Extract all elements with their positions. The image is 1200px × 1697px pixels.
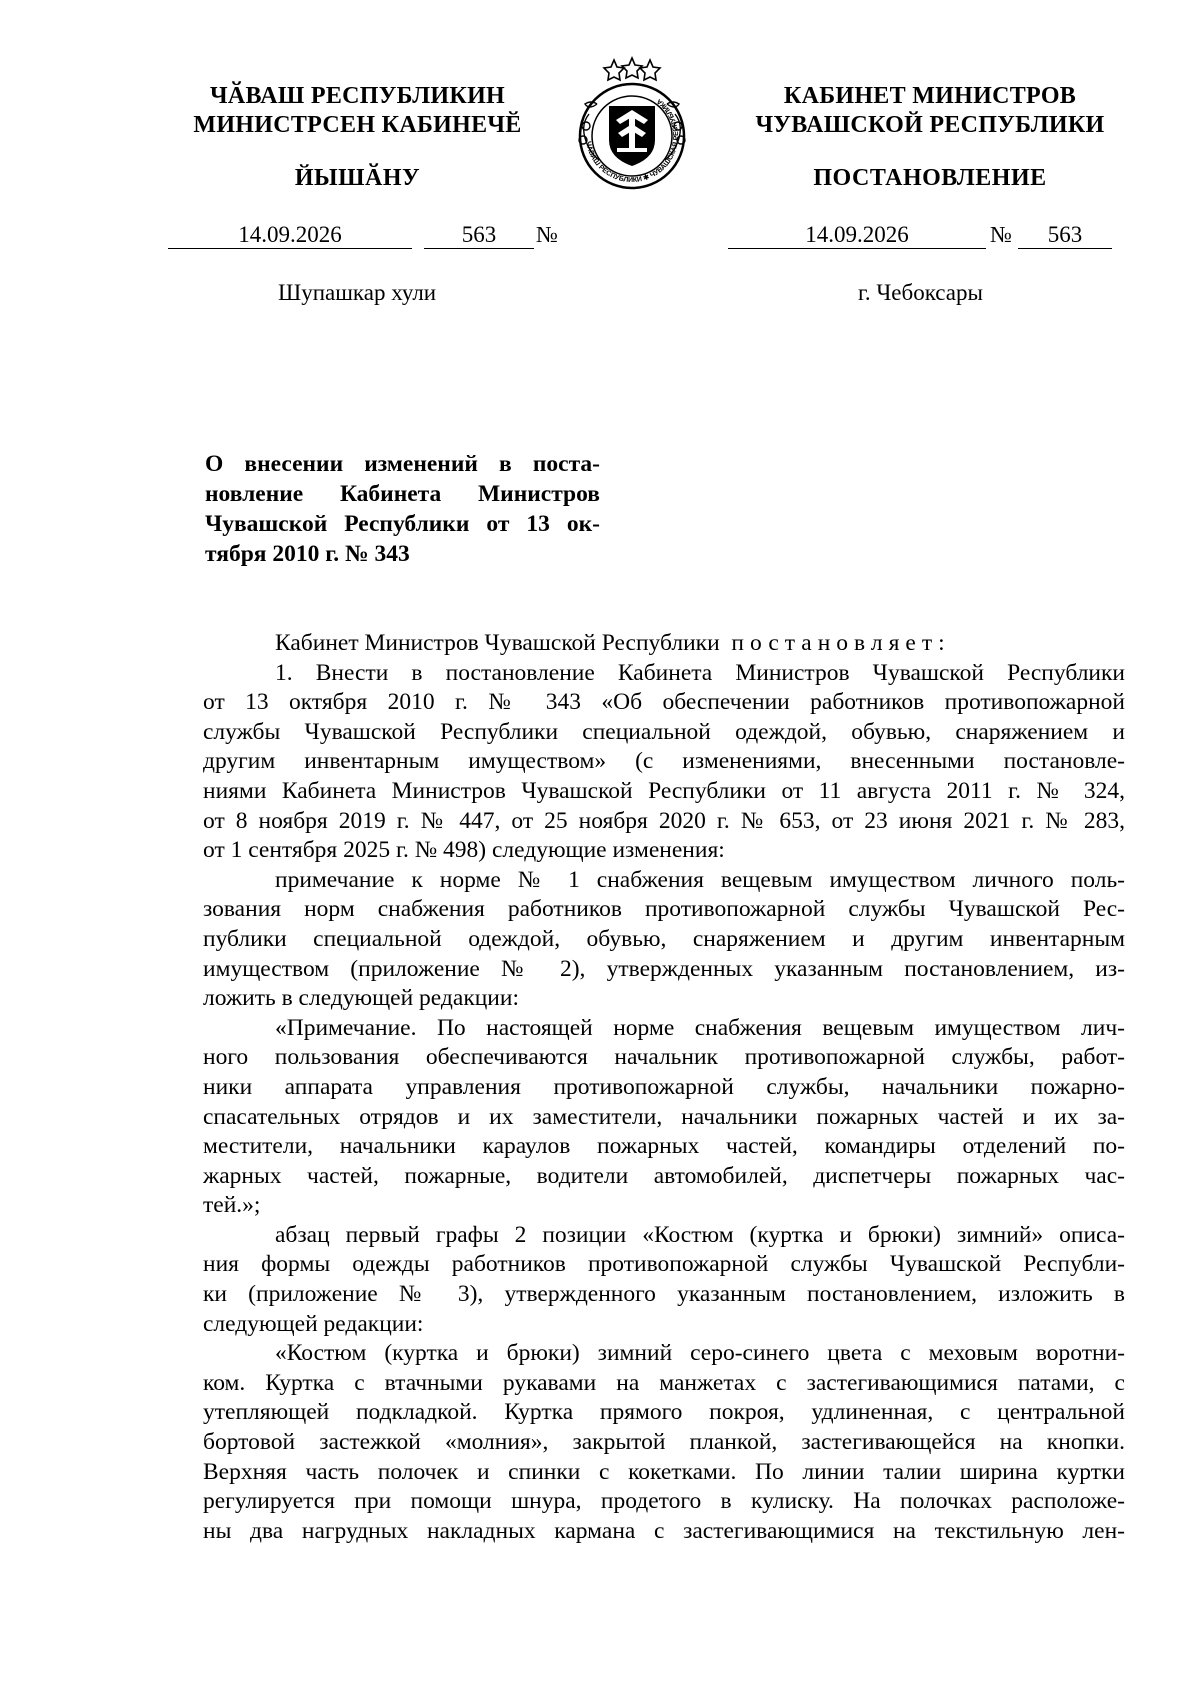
body-line: тей.»; <box>203 1192 261 1219</box>
left-date: 14.09.2026 <box>168 222 412 249</box>
body-line: спасательных отрядов и их заместители, начальники пожарных частей и их за- <box>203 1103 1125 1130</box>
body-line: следующей редакции: <box>203 1310 424 1337</box>
body-line: службы Чувашской Республики специальной одеждой, обувью, снаряжением и <box>203 718 1125 745</box>
body-line: от 8 ноября 2019 г. № 447, от 25 ноября 2020 г. № 653, от 23 июня 2021 г. № 283, <box>203 807 1125 834</box>
body-line: от 1 сентября 2025 г. № 498) следующие изменения: <box>203 837 725 864</box>
body-line: местители, начальники караулов пожарных частей, командиры отделений по- <box>203 1133 1125 1160</box>
header-chuvash-line2: МИНИСТРСЕН КАБИНЕЧӖ <box>193 112 522 138</box>
place-chuvash: Шупашкар хули <box>278 280 437 305</box>
right-number: 563 <box>1018 222 1112 249</box>
document-body <box>203 629 1125 1546</box>
body-line: имуществом (приложение № 2), утвержденных указанным постановлением, из- <box>203 955 1125 982</box>
body-line: ния формы одежды работников противопожарной службы Чувашской Республи- <box>203 1251 1125 1278</box>
body-line: «Примечание. По настоящей норме снабжения вещевым имуществом лич- <box>275 1014 1125 1041</box>
place-russian: г. Чебоксары <box>858 280 983 305</box>
body-line: «Костюм (куртка и брюки) зимний серо-синего цвета с меховым воротни- <box>275 1340 1125 1367</box>
intro-verb: постановляет: <box>731 630 951 656</box>
doc-type-russian: ПОСТАНОВЛЕНИЕ <box>813 165 1047 191</box>
registration-right <box>600 222 1200 250</box>
body-line: регулируется при помощи шнура, продетого в кулиску. На полочках расположе- <box>203 1488 1125 1515</box>
body-line: ного пользования обеспечиваются начальник противопожарной службы, работ- <box>203 1044 1125 1071</box>
registration-left <box>0 222 600 250</box>
body-line: ложить в следующей редакции: <box>203 985 519 1012</box>
intro-prefix: Кабинет Министров Чувашской Республики <box>275 630 720 656</box>
header-chuvash <box>150 82 565 140</box>
header-russian-line1: КАБИНЕТ МИНИСТРОВ <box>783 83 1077 109</box>
doc-type-chuvash: ЙЫШӐНУ <box>294 165 421 191</box>
body-line: ники аппарата управления противопожарной службы, начальники пожарно- <box>203 1073 1125 1100</box>
body-line: ки (приложение № 3), утвержденного указанным постановлением, изложить в <box>203 1281 1125 1308</box>
body-line: ны два нагрудных накладных кармана с застегивающимися на текстильную лен- <box>203 1517 1125 1544</box>
header-russian <box>725 82 1135 140</box>
body-line: абзац первый графы 2 позиции «Костюм (куртка и брюки) зимний» описа- <box>275 1221 1125 1248</box>
title-line: новление Кабинета Министров <box>205 481 600 507</box>
document-title <box>205 449 600 569</box>
body-line: ком. Куртка с втачными рукавами на манжетах с застегивающимися патами, с <box>203 1369 1125 1396</box>
body-line: публики специальной одеждой, обувью, снаряжением и другим инвентарным <box>203 925 1125 952</box>
title-line: тября 2010 г. № 343 <box>205 541 410 567</box>
right-number-sign: № <box>990 222 1012 247</box>
body-line: от 13 октября 2010 г. № 343 «Об обеспечении работников противопожарной <box>203 689 1125 716</box>
intro-line <box>203 629 1125 659</box>
body-line: жарных частей, пожарные, водители автомобилей, диспетчеры пожарных час- <box>203 1162 1125 1189</box>
body-line: примечание к норме № 1 снабжения вещевым имуществом личного поль- <box>275 866 1125 893</box>
header-russian-line2: ЧУВАШСКОЙ РЕСПУБЛИКИ <box>755 112 1105 138</box>
left-number: 563 <box>424 222 534 249</box>
body-line: 1. Внести в постановление Кабинета Министров Чувашской Республики <box>275 659 1125 686</box>
body-line: Верхняя часть полочек и спинки с кокетками. По линии талии ширина куртки <box>203 1458 1125 1485</box>
body-line: бортовой застежкой «молния», закрытой планкой, застегивающейся на кнопки. <box>203 1429 1125 1456</box>
body-line: утепляющей подкладкой. Куртка прямого покроя, удлиненная, с центральной <box>203 1399 1125 1426</box>
title-line: Чувашской Республики от 13 ок- <box>205 511 600 537</box>
body-line: ниями Кабинета Министров Чувашской Республики от 11 августа 2011 г. № 324, <box>203 777 1125 804</box>
body-line: другим инвентарным имуществом» (с изменениями, внесенными постановле- <box>203 748 1125 775</box>
title-line: О внесении изменений в поста- <box>205 451 600 477</box>
header-chuvash-line1: ЧӐВАШ РЕСПУБЛИКИН <box>209 83 506 109</box>
chuvash-emblem-icon <box>567 54 697 194</box>
body-line: зования норм снабжения работников противопожарной службы Чувашской Рес- <box>203 896 1125 923</box>
emblem-ring-text: ЧӐВАШ РЕСПУБЛИКИ ✱ ЧУВАШСКАЯ РЕСПУБЛИКА <box>584 97 681 185</box>
right-date: 14.09.2026 <box>728 222 986 249</box>
left-number-sign: № <box>536 222 558 247</box>
